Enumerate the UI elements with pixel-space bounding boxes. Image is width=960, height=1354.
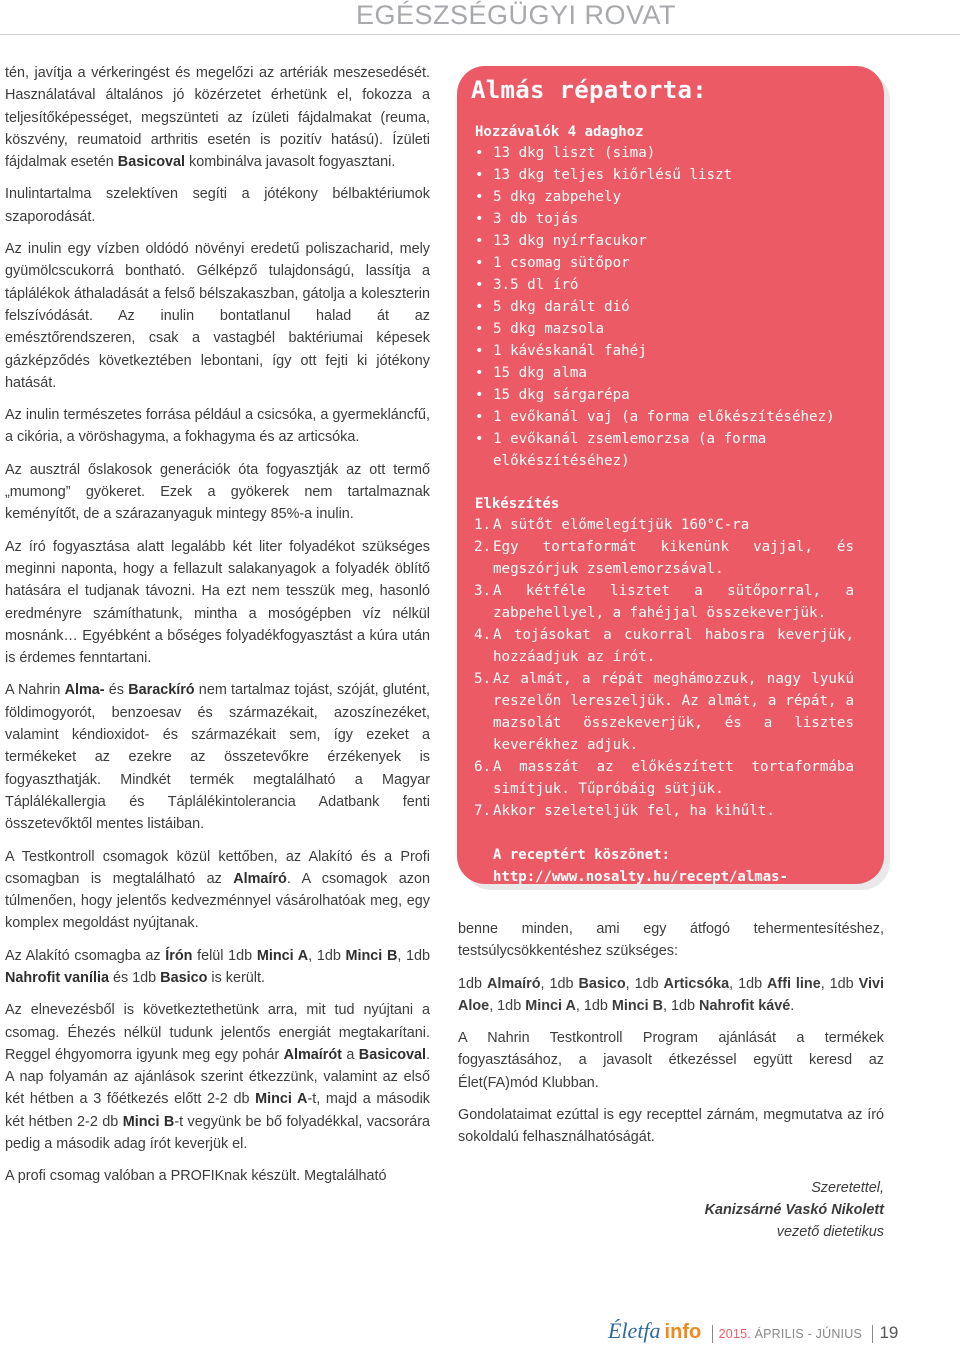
- step-number: 5.: [474, 671, 492, 687]
- text-run: Az Alakító csomagba az: [5, 947, 166, 964]
- signature-greeting: Szeretettel,: [811, 1180, 884, 1196]
- bold-text: Basico: [578, 975, 626, 992]
- footer-divider: [712, 1325, 713, 1343]
- bold-text: Basicoval: [117, 154, 185, 171]
- paragraph: [5, 404, 430, 449]
- ingredient-item: • 15 dkg sárgarépa: [493, 384, 854, 406]
- bold-text: Nahrofit vanília: [5, 969, 109, 986]
- ingredient-item: • 3 db tojás: [493, 208, 854, 230]
- bold-text: Minci B: [345, 947, 398, 964]
- step-text: A kétféle lisztet a sütőporral, a zabpehellyel, a fahéjjal összekeverjük.: [493, 583, 854, 621]
- text-run: , 1db: [489, 997, 526, 1014]
- text-run: -t vegyünk be bő folyadékkal, vacsorára pedig a második adag írót keverjük el.: [5, 1113, 431, 1153]
- ingredient-item: • 13 dkg teljes kiőrlésű liszt: [493, 164, 854, 186]
- text-run: nem tartalmaz tojást, szóját, glutént, földimogyorót, benzoesav és származékait, azoszínezéket, valamint kéndioxidot- és származékait sem, így ezeket a termékeket az ezekre az összetevőkre érzékenyek is fogyaszthatják. Mindkét termék megtalálható a Magyar Táplálékallergia és Táplálékintolerancia Adatbank fenti összetevőktől mentes listáiban.: [5, 682, 430, 833]
- text-run: , 1db: [729, 975, 768, 992]
- text-run: Az író fogyasztása alatt legalább két liter folyadékot szükséges meginni naponta, hogy a fellazult salakanyagok a folyadék öblítő hatására el tudjanak távozni. Ha ezt nem tesszük meg, hasonló eredményre számíthatunk, mintha a mosógépben víz nélkül mosnánk… Egyébként a bőséges folyadékfogyasztást a kúra után is érdemes fenntartani.: [5, 538, 430, 667]
- bold-text: Minci A: [255, 1091, 308, 1108]
- paragraph: [5, 459, 430, 526]
- text-run: , 1db: [397, 947, 431, 964]
- paragraph: [5, 999, 430, 1155]
- ingredient-item: • 15 dkg alma: [493, 362, 854, 384]
- paragraph: [5, 183, 430, 228]
- paragraph: [458, 918, 884, 963]
- ingredient-item: • 3.5 dl író: [493, 274, 854, 296]
- text-run: . A csomagok azon túlmenően, hogy jelentős kedvezménnyel vásárolhatóak meg, egy komplex megoldást nyújtanak.: [5, 870, 431, 932]
- step-number: 7.: [474, 803, 492, 819]
- ingredients-list: [471, 142, 854, 472]
- paragraph: [5, 1165, 430, 1187]
- paragraph: [5, 945, 430, 990]
- step-item: [474, 756, 854, 800]
- bold-text: Nahrofit kávé: [699, 997, 791, 1014]
- magazine-logo-part2: info: [664, 1321, 702, 1343]
- paragraph: [458, 1104, 884, 1149]
- paragraph: [458, 973, 884, 1018]
- step-number: 1.: [474, 517, 492, 533]
- left-column: [5, 62, 430, 1198]
- steps-list: [471, 514, 854, 822]
- header-divider: [0, 34, 960, 35]
- paragraph: [5, 536, 430, 670]
- text-run: , 1db: [820, 975, 859, 992]
- bold-text: Barackíró: [128, 682, 195, 699]
- step-number: 3.: [474, 583, 492, 599]
- ingredient-item: • 13 dkg nyírfacukor: [493, 230, 854, 252]
- bold-text: Almaíró: [486, 975, 541, 992]
- paragraph: [5, 62, 430, 173]
- step-item: [474, 624, 854, 668]
- text-run: . A nap folyamán az ajánlások szerint étkezzünk, valamint az első két hétben a 3 főétkezés előtt 2-2 db: [5, 1046, 430, 1108]
- text-run: , 1db: [308, 947, 346, 964]
- paragraph: [5, 238, 430, 394]
- step-text: A tojásokat a cukorral habosra keverjük, hozzáadjuk az írót.: [493, 627, 854, 665]
- step-item: [474, 668, 854, 756]
- issue-year: 2015.: [718, 1327, 751, 1341]
- recipe-title: Almás répatorta:: [471, 76, 707, 104]
- steps-heading: Elkészítés: [475, 496, 560, 512]
- right-column: [458, 918, 884, 1159]
- bold-text: Almaíró: [233, 870, 287, 887]
- step-text: A sütőt előmelegítjük 160°C-ra: [493, 517, 750, 533]
- text-run: és: [104, 682, 129, 699]
- text-run: 1db: [458, 975, 487, 992]
- text-run: A Nahrin: [5, 682, 65, 699]
- recipe-box: [457, 66, 884, 907]
- ingredient-item: • 1 kávéskanál fahéj: [493, 340, 854, 362]
- bold-text: Articsóka: [663, 975, 730, 992]
- text-run: -t, majd a második két hétben 2-2 db: [5, 1091, 430, 1130]
- text-run: A Nahrin Testkontroll Program ajánlását a termékek fogyasztásához, a javasolt étkezéssel együtt keresd az Élet(FA)mód Klubban.: [458, 1030, 884, 1091]
- bold-text: Írón: [165, 947, 193, 964]
- page-number: 19: [879, 1323, 899, 1342]
- issue-months: ÁPRILIS - JÚNIUS: [750, 1327, 862, 1341]
- bold-text: Alma-: [64, 682, 105, 699]
- text-run: A profi csomag valóban a PROFIKnak készült. Megtalálható: [5, 1168, 387, 1185]
- paragraph: [5, 846, 430, 935]
- ingredient-item: • 5 dkg zabpehely: [493, 186, 854, 208]
- signature-role: vezető dietetikus: [776, 1224, 884, 1240]
- bold-text: Basicoval: [358, 1046, 426, 1063]
- text-run: .: [790, 997, 795, 1014]
- text-run: kombinálva javasolt fogyasztani.: [185, 154, 396, 171]
- step-item: [474, 580, 854, 624]
- bold-text: Minci A: [256, 947, 309, 964]
- text-run: Gondolataimat ezúttal is egy recepttel zárnám, megmutatva az író sokoldalú felhasználhatóságát.: [458, 1107, 884, 1146]
- text-run: A Testkontroll csomagok közül kettőben, az Alakító és a Profi csomagban is megtalálható az: [5, 848, 430, 887]
- text-run: Az ausztrál őslakosok generációk óta fogyasztják az ott termő „mumong” gyökeret. Ezek a gyökerek nem tartalmaznak keményítőt, de a szárazanyaguk mintegy 85%-a inulin.: [5, 461, 430, 523]
- recipe-credit: A receptért köszönet: http://www.nosalty.hu/recept/almas-repatorta: [493, 847, 789, 907]
- bold-text: Almaírót: [283, 1046, 342, 1063]
- paragraph: [5, 679, 430, 835]
- step-text: Egy tortaformát kikenünk vajjal, és megszórjuk zsemlemorzsával.: [493, 539, 854, 577]
- text-run: tén, javítja a vérkeringést és megelőzi az artériák meszesedését. Használatával általános jó közérzetet érhetünk el, fokozza a teljesítőképességet, megszünteti az ízületi fájdalmakat (reuma, köszvény, reumatoid arthritis esetén is pozitív hatású). Ízületi fájdalmak esetén: [5, 65, 430, 171]
- step-item: [474, 514, 854, 536]
- ingredient-item: • 5 dkg darált dió: [493, 296, 854, 318]
- step-item: [474, 536, 854, 580]
- paragraph: [458, 1027, 884, 1094]
- step-text: Az almát, a répát meghámozzuk, nagy lyukú reszelőn lereszeljük. Az almát, a répát, a mazsolát összekeverjük, és a lisztes keverékhez adjuk.: [493, 671, 854, 753]
- text-run: , 1db: [540, 975, 579, 992]
- step-number: 6.: [474, 759, 492, 775]
- bold-text: Affi line: [767, 975, 821, 992]
- step-text: Akkor szeleteljük fel, ha kihűlt.: [493, 803, 775, 819]
- ingredient-item: • 13 dkg liszt (sima): [493, 142, 854, 164]
- signature-name: Kanizsárné Vaskó Nikolett: [704, 1202, 884, 1218]
- text-run: Az elnevezésből is következtethetünk arra, mit tud nyújtani a csomag. Éhezés nélkül tudunk jelentős energiát megtakarítani. Reggel éhgyomorra igyunk meg egy pohár: [5, 1002, 430, 1063]
- text-run: benne minden, ami egy átfogó tehermentesítéshez, testsúlycsökkentéshez szükséges:: [458, 921, 884, 960]
- text-run: és 1db: [108, 969, 161, 986]
- text-run: Inulintartalma szelektíven segíti a jótékony bélbaktériumok szaporodását.: [5, 186, 430, 225]
- text-run: , 1db: [625, 975, 664, 992]
- issue-date: [719, 1327, 862, 1341]
- step-number: 2.: [474, 539, 492, 555]
- text-run: a: [341, 1046, 359, 1063]
- text-run: , 1db: [575, 997, 612, 1014]
- bold-text: Minci A: [525, 997, 576, 1014]
- ingredients-heading: Hozzávalók 4 adaghoz: [475, 124, 644, 140]
- step-item: [474, 800, 854, 822]
- ingredient-item: • 1 evőkanál zsemlemorzsa (a forma előkészítéséhez): [493, 428, 854, 472]
- page-footer: [608, 1318, 898, 1348]
- text-run: Az inulin egy vízben oldódó növényi eredetű poliszacharid, mely gyümölcscukorrá bontható. Gélképző tulajdonságú, lassítja a táplálékok áthaladását a felső bélszakaszban, gátolja a koleszterin felszívódását. Az inulin bontatlanul halad át az emésztőrendszeren, csak a vastagbél baktériumai képesek gázképződés következtében lebontani, így ott fejti ki jótékony hatását.: [5, 241, 430, 391]
- bold-text: Minci B: [611, 997, 664, 1014]
- bold-text: Vivi Aloe: [458, 975, 884, 1014]
- signature-block: [705, 1177, 884, 1243]
- text-run: is került.: [207, 969, 265, 986]
- ingredient-item: • 5 dkg mazsola: [493, 318, 854, 340]
- bold-text: Basico: [160, 969, 208, 986]
- text-run: , 1db: [663, 997, 700, 1014]
- text-run: Az inulin természetes forrása például a csicsóka, a gyermekláncfű, a cikória, a vöröshagyma, a fokhagyma és az articsóka.: [5, 407, 430, 446]
- magazine-logo-part1: Életfa: [608, 1318, 661, 1343]
- section-title: EGÉSZSÉGÜGYI ROVAT: [355, 0, 676, 30]
- step-number: 4.: [474, 627, 492, 643]
- ingredient-item: • 1 csomag sütőpor: [493, 252, 854, 274]
- text-run: felül 1db: [192, 947, 257, 964]
- bold-text: Minci B: [122, 1113, 175, 1130]
- step-text: A masszát az előkészített tortaformába simítjuk. Tűpróbáig sütjük.: [493, 759, 854, 797]
- section-header: [0, 0, 676, 30]
- footer-divider-2: [872, 1325, 873, 1343]
- ingredient-item: • 1 evőkanál vaj (a forma előkészítéséhez): [493, 406, 854, 428]
